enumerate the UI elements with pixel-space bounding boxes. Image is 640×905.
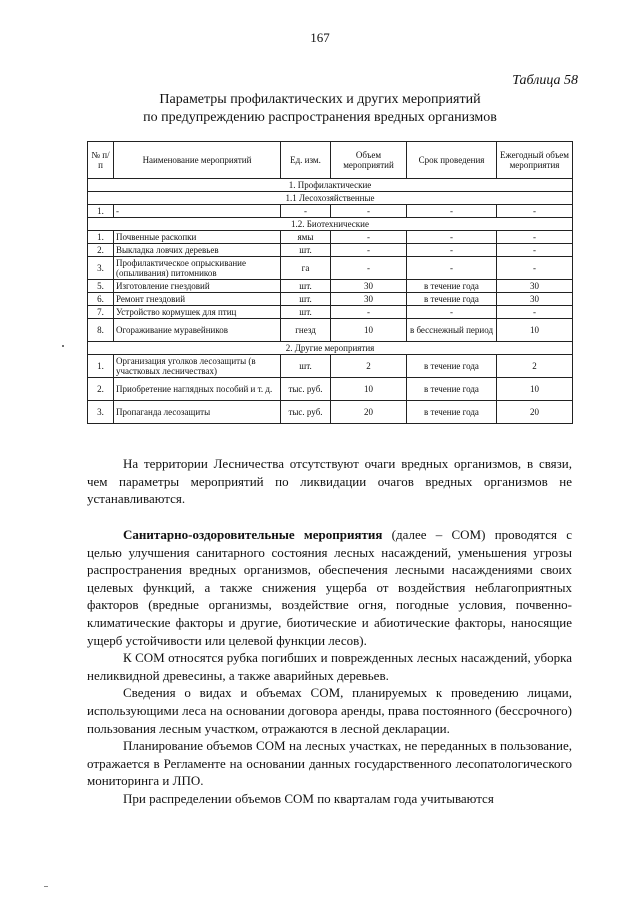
paragraph-2-bold-term: Санитарно-оздоровительные мероприятия — [123, 527, 383, 542]
cell-term: - — [407, 205, 497, 218]
cell-annual: 30 — [497, 293, 573, 306]
table-row — [88, 257, 573, 280]
cell-num: 1. — [88, 355, 114, 378]
cell-name: Пропаганда лесозащиты — [114, 401, 281, 424]
cell-name: Огораживание муравейников — [114, 319, 281, 342]
table-row — [88, 205, 573, 218]
header-num: № п/п — [88, 142, 114, 179]
cell-unit: шт. — [281, 244, 331, 257]
subsection-row-biotechnical — [88, 218, 573, 231]
cell-annual: - — [497, 244, 573, 257]
header-volume: Объем мероприятий — [331, 142, 407, 179]
header-term: Срок проведения — [407, 142, 497, 179]
table-label: Таблица 58 — [512, 73, 578, 88]
cell-unit: шт. — [281, 280, 331, 293]
cell-name: Профилактическое опрыскивание (опыливания) питомников — [114, 257, 281, 280]
cell-unit: шт. — [281, 293, 331, 306]
cell-num: 7. — [88, 306, 114, 319]
subsection-row-biotechnical-label: 1.2. Биотехнические — [88, 218, 573, 231]
cell-unit: тыс. руб. — [281, 378, 331, 401]
page-number: 167 — [310, 30, 330, 45]
paragraph-sanitary-measures — [87, 526, 572, 808]
cell-volume: 2 — [331, 355, 407, 378]
cell-name: - — [114, 205, 281, 218]
cell-volume: 10 — [331, 378, 407, 401]
cell-volume: - — [331, 205, 407, 218]
cell-name: Устройство кормушек для птиц — [114, 306, 281, 319]
section-row-preventive-label: 1. Профилактические — [88, 179, 573, 192]
cell-num: 5. — [88, 280, 114, 293]
header-unit: Ед. изм. — [281, 142, 331, 179]
cell-term: - — [407, 244, 497, 257]
cell-term: - — [407, 257, 497, 280]
cell-volume: 30 — [331, 280, 407, 293]
cell-num: 2. — [88, 378, 114, 401]
table-row — [88, 244, 573, 257]
table-row — [88, 231, 573, 244]
table-row — [88, 355, 573, 378]
cell-annual: 2 — [497, 355, 573, 378]
cell-annual: - — [497, 257, 573, 280]
table-title — [0, 91, 640, 127]
table-row — [88, 306, 573, 319]
cell-num: 8. — [88, 319, 114, 342]
cell-num: 3. — [88, 401, 114, 424]
subsection-row-forestry-label: 1.1 Лесохозяйственные — [88, 192, 573, 205]
cell-volume: - — [331, 306, 407, 319]
margin-dot — [62, 345, 64, 347]
cell-term: в бесснежный период — [407, 319, 497, 342]
table-row — [88, 293, 573, 306]
cell-name: Почвенные раскопки — [114, 231, 281, 244]
paragraph-2-rest: (далее – СОМ) проводятся с целью улучшения санитарного состояния лесных насаждений, уменьшения угрозы распространения вредных организмов, обеспечения лесными насаждениями своих целевых функций, а также снижения ущерба от воздействия неблагоприятных факторов (вредные организмы, воздействие огня, погодные условия, почвенно-климатические факторы и другие, биотические и абиотические факторы, наносящие ущерб устойчивости или целевой функции лесов). — [87, 527, 573, 648]
cell-num: 3. — [88, 257, 114, 280]
cell-annual: - — [497, 205, 573, 218]
cell-term: в течение года — [407, 280, 497, 293]
table-title-line-2: по предупреждению распространения вредных организмов — [143, 110, 497, 125]
parameters-table — [87, 141, 573, 424]
cell-annual: - — [497, 306, 573, 319]
header-name: Наименование мероприятий — [114, 142, 281, 179]
cell-unit: га — [281, 257, 331, 280]
paragraph-3: К СОМ относятся рубка погибших и поврежденных лесных насаждений, уборка неликвидной древесины, а также аварийных деревьев. — [87, 650, 572, 683]
cell-annual: 20 — [497, 401, 573, 424]
cell-volume: - — [331, 244, 407, 257]
header-annual: Ежегодный объем мероприятия — [497, 142, 573, 179]
table-row — [88, 319, 573, 342]
cell-term: в течение года — [407, 293, 497, 306]
cell-volume: 10 — [331, 319, 407, 342]
section-row-other — [88, 342, 573, 355]
paragraph-2 — [87, 526, 572, 649]
table-title-line-1: Параметры профилактических и других мероприятий — [159, 92, 481, 107]
paragraph-1: На территории Лесничества отсутствуют очаги вредных организмов, в связи, чем параметры мероприятий по ликвидации очагов вредных организмов не устанавливаются. — [87, 456, 572, 507]
paragraph-4: Сведения о видах и объемах СОМ, планируемых к проведению лицами, использующими леса на основании договора аренды, права постоянного (бессрочного) пользования лесным участком, отражаются в лесной декларации. — [87, 685, 572, 736]
cell-num: 6. — [88, 293, 114, 306]
table-header-row — [88, 142, 573, 179]
cell-term: - — [407, 231, 497, 244]
cell-term: в течение года — [407, 401, 497, 424]
cell-num: 2. — [88, 244, 114, 257]
cell-annual: - — [497, 231, 573, 244]
paragraph-no-pest-foci — [87, 455, 572, 508]
paragraph-5: Планирование объемов СОМ на лесных участках, не переданных в пользование, отражается в Регламенте на основании данных государственного лесопатологического мониторинга и ЛПО. — [87, 738, 572, 789]
subsection-row-forestry — [88, 192, 573, 205]
paragraph-6: При распределении объемов СОМ по кварталам года учитываются — [123, 790, 494, 806]
cell-name: Приобретение наглядных пособий и т. д. — [114, 378, 281, 401]
cell-term: в течение года — [407, 355, 497, 378]
cell-unit: - — [281, 205, 331, 218]
cell-num: 1. — [88, 231, 114, 244]
cell-unit: шт. — [281, 306, 331, 319]
cell-name: Организация уголков лесозащиты (в участковых лесничествах) — [114, 355, 281, 378]
cell-unit: гнезд — [281, 319, 331, 342]
cell-volume: 20 — [331, 401, 407, 424]
table-row — [88, 401, 573, 424]
section-row-other-label: 2. Другие мероприятия — [88, 342, 573, 355]
cell-unit: шт. — [281, 355, 331, 378]
cell-name: Ремонт гнездовий — [114, 293, 281, 306]
cell-term: в течение года — [407, 378, 497, 401]
cell-name: Выкладка ловчих деревьев — [114, 244, 281, 257]
cell-annual: 10 — [497, 319, 573, 342]
cell-term: - — [407, 306, 497, 319]
cell-name: Изготовление гнездовий — [114, 280, 281, 293]
cell-volume: - — [331, 257, 407, 280]
table-body — [88, 179, 573, 424]
cell-unit: тыс. руб. — [281, 401, 331, 424]
cell-num: 1. — [88, 205, 114, 218]
cell-volume: 30 — [331, 293, 407, 306]
cell-annual: 30 — [497, 280, 573, 293]
cell-annual: 10 — [497, 378, 573, 401]
corner-mark — [44, 886, 48, 887]
table-row — [88, 280, 573, 293]
section-row-preventive — [88, 179, 573, 192]
table-row — [88, 378, 573, 401]
cell-volume: - — [331, 231, 407, 244]
cell-unit: ямы — [281, 231, 331, 244]
